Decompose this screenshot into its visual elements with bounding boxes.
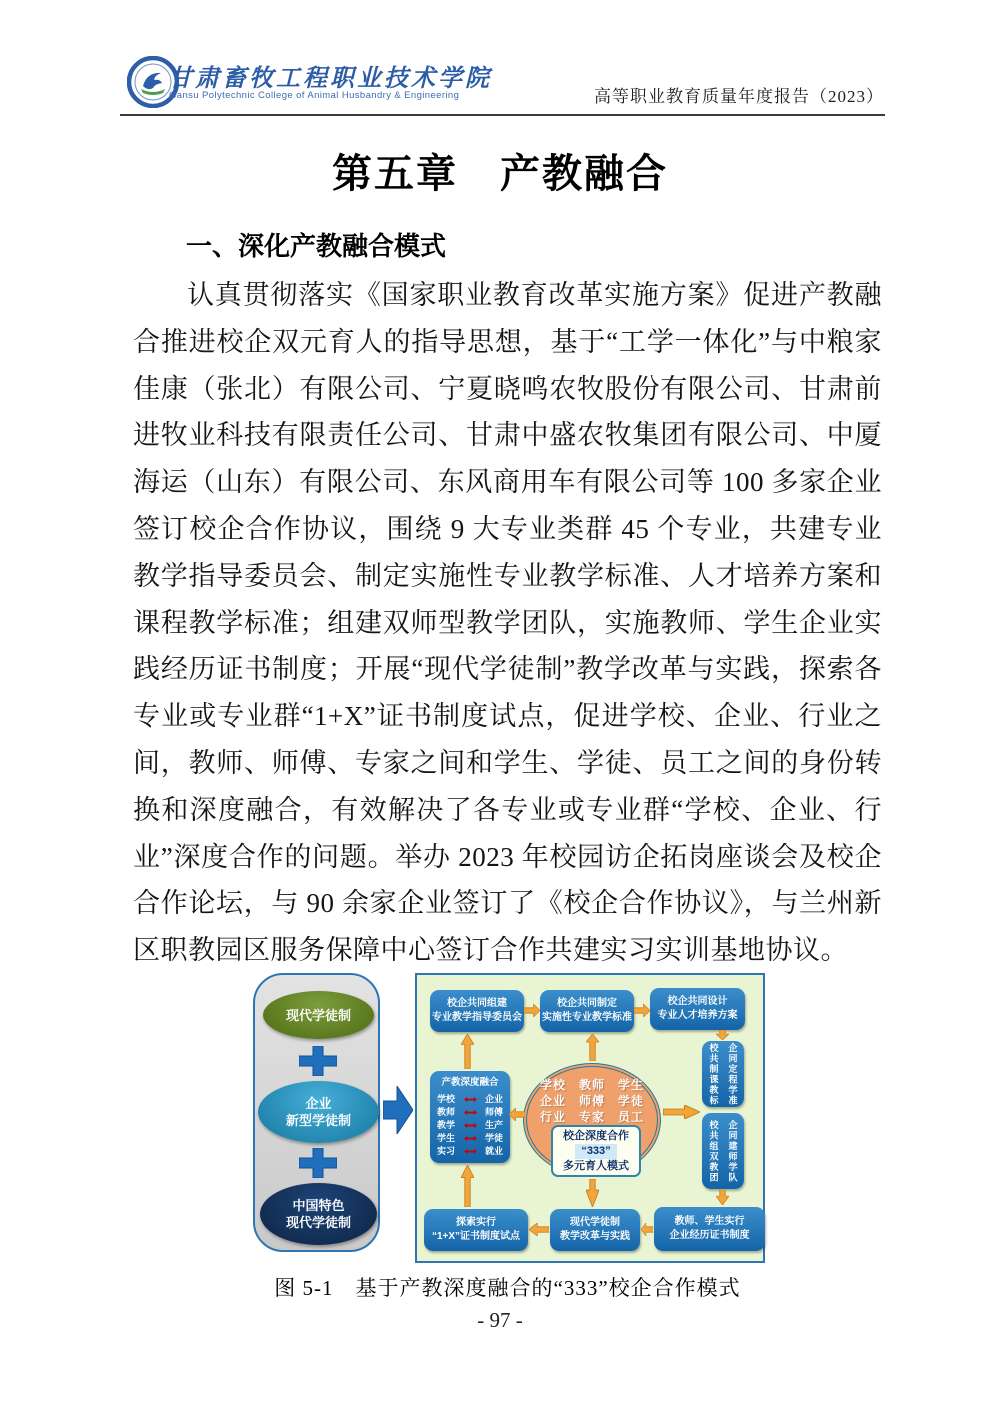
inner-label-333: “333” [575, 1144, 616, 1159]
box-label: 专业教学指导委员会 [432, 1012, 522, 1023]
flow-box-enterprise-certificate [654, 1207, 765, 1251]
red-double-arrow-icon [464, 1096, 477, 1103]
plus-icon [299, 1046, 337, 1076]
flow-box-deep-integration [430, 1071, 510, 1163]
flow-box-training-plan [650, 988, 745, 1030]
box-label: 教师、学生实行 [674, 1216, 745, 1227]
red-double-arrow-icon [464, 1135, 477, 1142]
box-title: 产教深度融合 [441, 1077, 499, 1088]
flow-box-dual-teacher-team [702, 1113, 744, 1189]
box-label: “1+X”证书制度试点 [431, 1231, 521, 1242]
up-arrow-icon [461, 1165, 474, 1207]
inner-label: 多元育人模式 [563, 1159, 629, 1172]
page-number: - 97 - [477, 1308, 523, 1332]
college-name-en: Gansu Polytechnic College of Animal Husbandry & Engineering [169, 90, 460, 101]
circle-row: 行业 专家 员工 [539, 1110, 644, 1124]
red-double-arrow-icon [464, 1148, 477, 1155]
up-arrow-icon [461, 1034, 474, 1069]
oval-label: 中国特色 [292, 1198, 345, 1213]
body-paragraph: 认真贯彻落实《国家职业教育改革实施方案》促进产教融合推进校企双元育人的指导思想，基于“工学一体化”与中粮家佳康（张北）有限公司、宁夏晓鸣农牧股份有限公司、甘肃前进牧业科技有限责任公司、甘肃中盛农牧集团有限公司、中厦海运（山东）有限公司、东风商用车有限公司等 100 多家企业签订校企合作协议，围绕 9 大专业类群 45 个专业，共建专业教学指导委员会、制定实施性专业教学标准、人才培养方案和课程教学标准；组建双师型教学团队，实施教师、学生企业实践经历证书制度；开展“现代学徒制”教学改革与实践，探索各专业或专业群“1+X”证书制度试点，促进学校、企业、行业之间，教师、师傅、专家之间和学生、学徒、员工之间的身份转换和深度融合，有效解决了各专业或专业群“学校、企业、行业”深度合作的问题。举办 2023 年校园访企拓岗座谈会及校企合作论坛，与 90 余家企业签订了《校企合作协议》，与兰州新区职教园区服务保障中心签订合作共建实习实训基地协议。 [133, 280, 882, 966]
box-label: 实施性专业教学标准 [542, 1012, 632, 1023]
box-label: 校企共同组建 [447, 998, 507, 1009]
right-arrow-icon [524, 1004, 540, 1017]
right-arrow-icon [663, 1105, 700, 1119]
vertical-label: 企同定程学准 [727, 1042, 738, 1106]
box-label: 专业人才培养方案 [657, 1010, 738, 1021]
box-label: 校企共同制定 [557, 998, 617, 1009]
college-name-zh: 甘肃畜牧工程职业技术学院 [168, 66, 492, 92]
figure-caption: 图 5-1 基于产教深度融合的“333”校企合作模式 [274, 1276, 741, 1300]
oval-enterprise-apprenticeship [258, 1081, 379, 1143]
header-divider [120, 114, 885, 116]
flow-box-1x-pilot [424, 1209, 528, 1251]
inner-label: 校企深度合作 [563, 1129, 629, 1142]
oval-chinese-apprenticeship [260, 1183, 377, 1245]
exchange-row: 教学 生产 [437, 1120, 503, 1130]
flow-box-course-standards [702, 1041, 744, 1107]
box-label: 探索实行 [456, 1217, 496, 1228]
down-arrow-icon [716, 1030, 729, 1040]
flow-box-standards [540, 990, 634, 1032]
circle-row: 企业 师傅 学徒 [539, 1094, 644, 1108]
oval-modern-apprenticeship [263, 991, 374, 1039]
vertical-label: 校共组双教团 [708, 1119, 719, 1183]
left-arrow-icon [509, 1108, 525, 1121]
down-arrow-icon [586, 1179, 599, 1207]
big-right-arrow-icon [383, 1086, 413, 1134]
left-arrow-icon [641, 1223, 653, 1236]
exchange-row: 学校 企业 [437, 1094, 503, 1104]
box-label: 教学改革与实践 [560, 1231, 630, 1242]
exchange-row: 教师 师傅 [437, 1107, 503, 1117]
oval-label: 新型学徒制 [285, 1113, 351, 1128]
up-arrow-icon [586, 1034, 599, 1061]
exchange-row: 学生 学徒 [437, 1133, 503, 1143]
left-arrow-icon [529, 1223, 549, 1236]
center-circle [523, 1063, 661, 1177]
flow-box-committee [430, 990, 524, 1032]
flowchart-panel [415, 973, 765, 1263]
box-label: 校企共同设计 [667, 996, 728, 1007]
mode-333-box [551, 1125, 641, 1177]
chapter-title: 第五章 产教融合 [332, 151, 668, 196]
section-heading: 一、深化产教融合模式 [186, 231, 447, 261]
down-arrow-icon [716, 1190, 729, 1205]
box-label: 企业经历证书制度 [669, 1230, 750, 1241]
flow-box-apprenticeship-reform [550, 1209, 640, 1251]
exchange-row: 实习 就业 [437, 1146, 503, 1156]
report-title: 高等职业教育质量年度报告（2023） [594, 87, 884, 106]
red-double-arrow-icon [464, 1122, 477, 1129]
oval-label: 现代学徒制 [285, 1007, 351, 1023]
plus-icon [299, 1148, 337, 1178]
right-arrow-icon [634, 1004, 650, 1017]
circle-row: 学校 教师 学生 [539, 1078, 644, 1092]
vertical-label: 校共制课教标 [708, 1042, 719, 1106]
vertical-label: 企同建师学队 [727, 1119, 738, 1183]
box-label: 现代学徒制 [570, 1217, 620, 1228]
oval-label: 现代学徒制 [285, 1215, 351, 1230]
red-double-arrow-icon [464, 1109, 477, 1116]
apprenticeship-panel [253, 973, 380, 1252]
oval-label: 企业 [305, 1096, 332, 1111]
